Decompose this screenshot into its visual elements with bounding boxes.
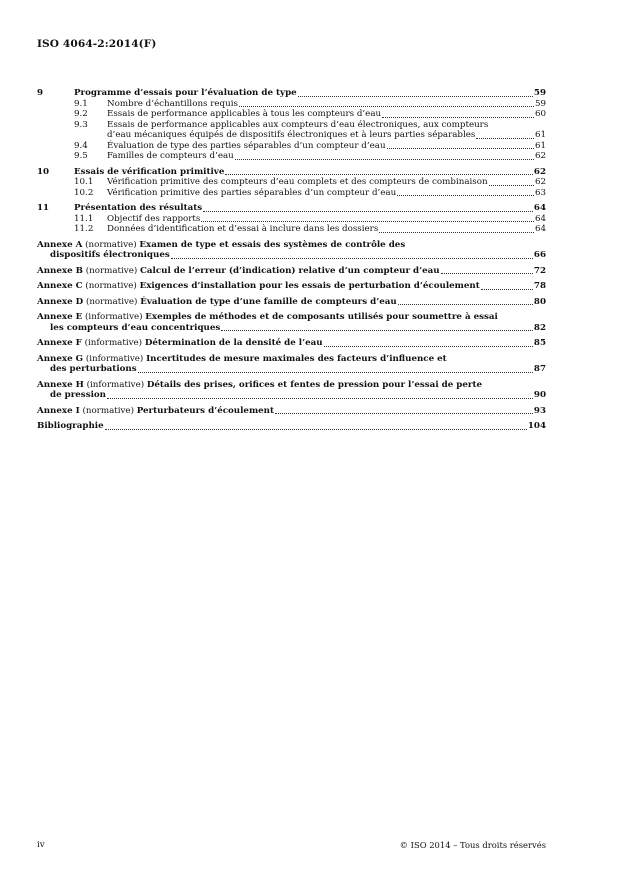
- toc-leader-dots: [203, 211, 533, 212]
- toc-annex-label: Annexe I: [37, 405, 80, 416]
- toc-subclause-number: 9.5: [74, 151, 88, 161]
- toc-annex-kind: (informative): [85, 353, 144, 364]
- toc-annex-kind: (informative): [84, 338, 143, 348]
- toc-page-number: 82: [533, 322, 546, 333]
- table-of-contents: [37, 88, 546, 432]
- toc-bibliography[interactable]: [37, 421, 546, 432]
- toc-leader-dots: [225, 174, 533, 175]
- toc-subclause-title: Vérification primitive des compteurs d’eau complets et des compteurs de combinaison: [107, 177, 488, 187]
- toc-page-number: 63: [534, 187, 546, 198]
- toc-page-number: 87: [533, 364, 546, 374]
- toc-subclause-number: 9.2: [74, 109, 88, 119]
- toc-annex-title: Évaluation de type d’une famille de compteurs d’eau: [140, 296, 397, 307]
- toc-subclause-10-1[interactable]: [37, 177, 546, 188]
- toc-annex-label: Annexe E: [37, 312, 83, 322]
- toc-annex-kind: (normative): [85, 239, 137, 250]
- toc-leader-dots: [382, 117, 534, 118]
- toc-page-number: 62: [533, 166, 546, 177]
- toc-subclause-title: Données d’identification et d’essai à inclure dans les dossiers: [107, 224, 379, 234]
- toc-page-number: 85: [533, 338, 546, 348]
- toc-page-number: 80: [533, 296, 546, 307]
- toc-clause-11[interactable]: [37, 203, 546, 214]
- toc-leader-dots: [201, 221, 534, 222]
- toc-annex-title-line2: des perturbations: [50, 364, 137, 374]
- toc-clause-title: Présentation des résultats: [74, 203, 203, 213]
- toc-annex-title: Calcul de l’erreur (d’indication) relative d’un compteur d’eau: [140, 265, 440, 276]
- toc-leader-dots: [489, 185, 534, 186]
- toc-annex-title: Exigences d’installation pour les essais de perturbation d’écoulement: [139, 281, 480, 291]
- document-header: ISO 4064-2:2014(F): [37, 38, 157, 50]
- toc-leader-dots: [387, 148, 534, 149]
- toc-subclause-title: Familles de compteurs d’eau: [107, 151, 234, 161]
- toc-page-number: 60: [534, 109, 546, 119]
- toc-leader-dots: [107, 398, 533, 399]
- toc-subclause-title: Évaluation de type des parties séparables d’un compteur d’eau: [107, 140, 386, 151]
- toc-annex-kind: (normative): [85, 281, 137, 291]
- toc-page-number: 61: [534, 140, 546, 151]
- toc-page-number: 59: [533, 88, 546, 98]
- toc-clause-9[interactable]: [37, 88, 546, 99]
- toc-page-number: 72: [533, 265, 546, 276]
- toc-annex-kind: (normative): [82, 405, 134, 416]
- toc-leader-dots: [441, 273, 533, 274]
- toc-annex-e[interactable]: [37, 312, 546, 333]
- toc-subclause-10-2[interactable]: [37, 188, 546, 199]
- toc-leader-dots: [171, 258, 533, 259]
- toc-annex-title-line2: de pression: [50, 390, 106, 400]
- toc-clause-number: 10: [37, 166, 50, 177]
- toc-annex-i[interactable]: [37, 406, 546, 417]
- toc-annex-title-line1: Examen de type et essais des systèmes de contrôle des: [139, 239, 406, 250]
- toc-leader-dots: [138, 372, 533, 373]
- footer-page-number: iv: [37, 840, 45, 850]
- toc-subclause-number: 10.2: [74, 187, 94, 198]
- toc-annex-label: Annexe A: [37, 239, 83, 250]
- toc-subclause-title: Essais de performance applicables à tous les compteurs d’eau: [107, 109, 382, 119]
- toc-page-number: 62: [534, 151, 546, 161]
- toc-page-number: 93: [533, 405, 546, 416]
- toc-annex-label: Annexe B: [37, 265, 83, 276]
- toc-subclause-9-2[interactable]: [37, 109, 546, 120]
- toc-page-number: 64: [534, 224, 546, 234]
- toc-annex-label: Annexe G: [37, 353, 84, 364]
- toc-leader-dots: [397, 195, 534, 196]
- toc-annex-title-line2: dispositifs électroniques: [50, 250, 170, 260]
- toc-annex-g[interactable]: [37, 354, 546, 375]
- toc-leader-dots: [105, 429, 527, 430]
- toc-annex-b[interactable]: [37, 266, 546, 277]
- toc-page-number: 104: [527, 421, 546, 431]
- toc-annex-title: Perturbateurs d’écoulement: [136, 405, 274, 416]
- toc-leader-dots: [275, 413, 533, 414]
- toc-annex-a[interactable]: [37, 240, 546, 261]
- toc-annex-kind: (informative): [86, 379, 145, 390]
- toc-subclause-title: Objectif des rapports: [107, 213, 201, 224]
- toc-leader-dots: [481, 289, 533, 290]
- toc-subclause-number: 10.1: [74, 177, 94, 187]
- toc-subclause-number: 11.1: [74, 213, 94, 224]
- toc-subclause-11-1[interactable]: [37, 214, 546, 225]
- toc-page-number: 64: [533, 203, 546, 213]
- toc-annex-c[interactable]: [37, 281, 546, 292]
- toc-bibliography-title: Bibliographie: [37, 421, 104, 431]
- toc-annex-kind: (normative): [85, 296, 138, 307]
- toc-annex-label: Annexe H: [37, 379, 84, 390]
- toc-page-number: 66: [533, 250, 546, 260]
- toc-annex-title-line1: Incertitudes de mesure maximales des facteurs d’influence et: [146, 353, 447, 364]
- toc-page-number: 90: [533, 390, 546, 400]
- toc-subclause-title: Nombre d’échantillons requis: [107, 98, 238, 109]
- toc-page-number: 78: [533, 281, 546, 291]
- toc-page-number: 62: [534, 177, 546, 187]
- toc-annex-label: Annexe D: [37, 296, 84, 307]
- toc-annex-label: Annexe C: [37, 281, 83, 291]
- toc-annex-title-line2: les compteurs d’eau concentriques: [50, 322, 221, 333]
- toc-leader-dots: [221, 330, 533, 331]
- toc-annex-d[interactable]: [37, 297, 546, 308]
- toc-annex-h[interactable]: [37, 380, 546, 401]
- toc-subclause-9-1[interactable]: [37, 99, 546, 110]
- toc-subclause-title: Vérification primitive des parties séparables d’un compteur d’eau: [107, 187, 397, 198]
- toc-page-number: 61: [534, 130, 546, 140]
- toc-clause-number: 11: [37, 203, 50, 213]
- toc-clause-title: Programme d’essais pour l’évaluation de type: [74, 88, 297, 98]
- toc-subclause-title-line2: d’eau mécaniques équipés de dispositifs électroniques et à leurs parties séparables: [107, 130, 476, 140]
- toc-subclause-9-3[interactable]: [37, 120, 546, 141]
- toc-page-number: 59: [534, 98, 546, 109]
- toc-clause-10[interactable]: [37, 167, 546, 178]
- toc-leader-dots: [239, 106, 534, 107]
- toc-leader-dots: [398, 304, 533, 305]
- toc-annex-title-line1: Exemples de méthodes et de composants utilisés pour soumettre à essai: [145, 312, 498, 322]
- toc-subclause-9-5[interactable]: [37, 151, 546, 162]
- toc-leader-dots: [324, 346, 533, 347]
- toc-annex-kind: (informative): [85, 312, 143, 322]
- toc-clause-title: Essais de vérification primitive: [74, 166, 225, 177]
- toc-leader-dots: [235, 159, 534, 160]
- toc-subclause-11-2[interactable]: [37, 224, 546, 235]
- toc-page-number: 64: [534, 213, 546, 224]
- toc-leader-dots: [476, 138, 534, 139]
- toc-leader-dots: [379, 232, 534, 233]
- toc-subclause-number: 9.1: [74, 98, 88, 109]
- toc-subclause-number: 9.4: [74, 140, 88, 151]
- toc-annex-f[interactable]: [37, 338, 546, 349]
- footer-copyright: © ISO 2014 – Tous droits réservés: [399, 840, 546, 850]
- toc-subclause-number: 9.3: [74, 119, 88, 130]
- toc-clause-number: 9: [37, 88, 44, 98]
- toc-leader-dots: [298, 96, 533, 97]
- toc-annex-title: Détermination de la densité de l’eau: [144, 338, 323, 348]
- toc-annex-label: Annexe F: [37, 338, 82, 348]
- toc-subclause-title-line1: Essais de performance applicables aux compteurs d’eau électroniques, aux compteurs: [107, 119, 489, 130]
- toc-annex-title-line1: Détails des prises, orifices et fentes de pression pour l’essai de perte: [146, 379, 482, 390]
- toc-subclause-number: 11.2: [74, 224, 94, 234]
- toc-subclause-9-4[interactable]: [37, 141, 546, 152]
- toc-annex-kind: (normative): [85, 265, 138, 276]
